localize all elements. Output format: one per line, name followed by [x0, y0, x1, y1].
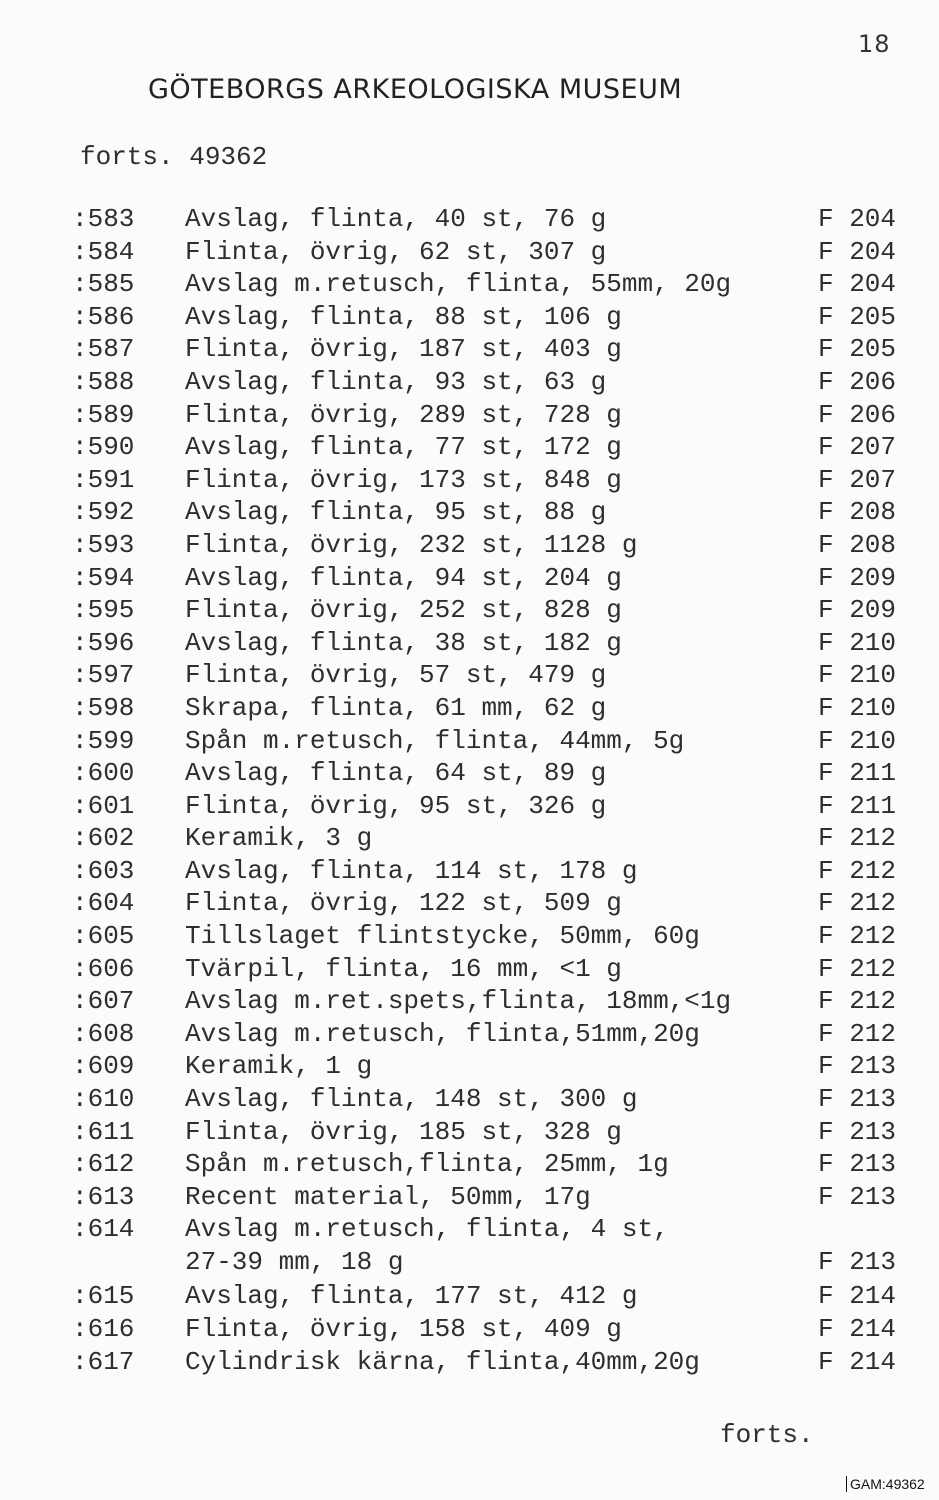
entry-number: :597	[72, 660, 135, 691]
catalog-entry-row	[0, 1084, 939, 1117]
entry-description: Keramik, 1 g	[185, 1051, 373, 1082]
entry-number: :599	[72, 725, 135, 756]
entry-description: Flinta, övrig, 62 st, 307 g	[185, 236, 607, 267]
entry-number: :612	[72, 1149, 135, 1180]
entry-box-reference: F 205	[818, 334, 897, 365]
entry-description: Flinta, övrig, 252 st, 828 g	[185, 595, 622, 626]
catalog-entry-row	[0, 497, 939, 530]
entry-description: Cylindrisk kärna, flinta,40mm,20g	[185, 1346, 700, 1377]
entry-description: Flinta, övrig, 158 st, 409 g	[185, 1314, 622, 1344]
entry-box-reference: F 204	[818, 236, 897, 267]
entry-box-reference: F 213	[818, 1084, 897, 1115]
catalog-entry-row	[0, 921, 939, 954]
entry-description: Flinta, övrig, 187 st, 403 g	[185, 334, 622, 365]
entry-number: :614	[72, 1214, 135, 1245]
entry-number: :603	[72, 855, 135, 886]
catalog-entry-row	[0, 1214, 939, 1281]
entry-description: Flinta, övrig, 232 st, 1128 g	[185, 529, 638, 560]
entry-description: Flinta, övrig, 95 st, 326 g	[185, 790, 607, 821]
catalog-entry-row	[0, 660, 939, 693]
entry-number: :595	[72, 595, 135, 626]
catalog-entry-row	[0, 823, 939, 856]
entry-number: :590	[72, 432, 135, 463]
catalog-entry-row	[0, 563, 939, 596]
entry-description: Avslag, flinta, 148 st, 300 g	[185, 1084, 638, 1115]
entry-number: :583	[72, 204, 135, 234]
entry-number: :592	[72, 497, 135, 528]
entry-box-reference: F 209	[818, 562, 897, 593]
entry-description: Avslag, flinta, 40 st, 76 g	[185, 204, 607, 234]
entry-box-reference: F 212	[818, 855, 897, 886]
entry-description: Recent material, 50mm, 17g	[185, 1181, 591, 1212]
entry-number: :602	[72, 823, 135, 854]
entry-box-reference: F 214	[818, 1346, 897, 1377]
catalog-entry-row	[0, 986, 939, 1019]
entry-box-reference: F 213	[818, 1247, 897, 1278]
entry-box-reference: F 210	[818, 627, 897, 658]
catalog-entry-row	[0, 530, 939, 563]
entry-number: :605	[72, 921, 135, 952]
entry-box-reference: F 206	[818, 399, 897, 430]
catalog-entry-row	[0, 1149, 939, 1182]
catalog-entry-row	[0, 302, 939, 335]
entry-description: Spån m.retusch,flinta, 25mm, 1g	[185, 1149, 669, 1180]
entry-description: Avslag m.retusch, flinta,51mm,20g	[185, 1018, 700, 1049]
entry-description: Avslag, flinta, 77 st, 172 g	[185, 432, 622, 463]
entry-description: Flinta, övrig, 289 st, 728 g	[185, 399, 622, 430]
entry-description: Avslag, flinta, 95 st, 88 g	[185, 497, 607, 528]
catalog-stamp: GAM:49362	[846, 1476, 925, 1492]
entry-number: :596	[72, 627, 135, 658]
entry-number: :607	[72, 986, 135, 1017]
catalog-entry-row	[0, 334, 939, 367]
entry-description: Avslag m.retusch, flinta, 55mm, 20g	[185, 269, 732, 300]
catalog-entry-row	[0, 726, 939, 759]
catalog-entry-row	[0, 1347, 939, 1380]
catalog-entry-row	[0, 628, 939, 661]
entry-description: Flinta, övrig, 185 st, 328 g	[185, 1116, 622, 1147]
entry-number: :591	[72, 464, 135, 495]
entry-box-reference: F 212	[818, 1018, 897, 1049]
catalog-entry-row	[0, 888, 939, 921]
entry-description: Avslag m.ret.spets,flinta, 18mm,<1g	[185, 986, 732, 1017]
entry-number: :615	[72, 1281, 135, 1312]
entry-box-reference: F 212	[818, 888, 897, 919]
entry-box-reference: F 208	[818, 529, 897, 560]
entry-number: :604	[72, 888, 135, 919]
entry-description: Avslag, flinta, 114 st, 178 g	[185, 855, 638, 886]
entry-number: :594	[72, 562, 135, 593]
entry-box-reference: F 204	[818, 269, 897, 300]
entry-description: Flinta, övrig, 173 st, 848 g	[185, 464, 622, 495]
page-number: 18	[858, 30, 891, 58]
catalog-entry-row	[0, 1117, 939, 1150]
catalog-entry-list	[0, 204, 939, 1379]
catalog-entry-row	[0, 432, 939, 465]
catalog-entry-row	[0, 1314, 939, 1347]
entry-description: Flinta, övrig, 57 st, 479 g	[185, 660, 607, 691]
catalog-entry-row	[0, 204, 939, 237]
entry-description: Spån m.retusch, flinta, 44mm, 5g	[185, 725, 685, 756]
catalog-entry-row	[0, 1182, 939, 1215]
entry-description: Avslag, flinta, 64 st, 89 g	[185, 758, 607, 789]
catalog-entry-row	[0, 758, 939, 791]
entry-number: :608	[72, 1018, 135, 1049]
entry-box-reference: F 206	[818, 366, 897, 397]
entry-box-reference: F 204	[818, 204, 897, 234]
entry-box-reference: F 212	[818, 986, 897, 1017]
entry-number: :593	[72, 529, 135, 560]
entry-number: :587	[72, 334, 135, 365]
entry-box-reference: F 213	[818, 1181, 897, 1212]
museum-header: GÖTEBORGS ARKEOLOGISKA MUSEUM	[148, 74, 683, 105]
entry-box-reference: F 209	[818, 595, 897, 626]
entry-description: Avslag, flinta, 177 st, 412 g	[185, 1281, 638, 1312]
entry-number: :598	[72, 692, 135, 723]
entry-box-reference: F 210	[818, 725, 897, 756]
entry-number: :606	[72, 953, 135, 984]
catalog-entry-row	[0, 856, 939, 889]
catalog-entry-row	[0, 954, 939, 987]
entry-box-reference: F 211	[818, 758, 897, 789]
entry-number: :586	[72, 301, 135, 332]
continued-from-label: forts. 49362	[80, 142, 268, 172]
entry-number: :609	[72, 1051, 135, 1082]
entry-description: Avslag, flinta, 94 st, 204 g	[185, 562, 622, 593]
catalog-entry-row	[0, 269, 939, 302]
continued-to-label: forts.	[720, 1420, 814, 1450]
catalog-entry-row	[0, 1051, 939, 1084]
entry-box-reference: F 212	[818, 953, 897, 984]
catalog-entry-row	[0, 1019, 939, 1052]
entry-description: Avslag, flinta, 93 st, 63 g	[185, 366, 607, 397]
entry-description: Keramik, 3 g	[185, 823, 373, 854]
catalog-entry-row	[0, 465, 939, 498]
entry-box-reference: F 207	[818, 464, 897, 495]
entry-box-reference: F 212	[818, 823, 897, 854]
entry-box-reference: F 212	[818, 921, 897, 952]
entry-number: :611	[72, 1116, 135, 1147]
entry-number: :601	[72, 790, 135, 821]
entry-description: Tvärpil, flinta, 16 mm, <1 g	[185, 953, 622, 984]
catalog-entry-row	[0, 400, 939, 433]
entry-box-reference: F 213	[818, 1051, 897, 1082]
entry-box-reference: F 213	[818, 1116, 897, 1147]
entry-box-reference: F 210	[818, 660, 897, 691]
catalog-entry-row	[0, 693, 939, 726]
entry-number: :617	[72, 1346, 135, 1377]
entry-box-reference: F 207	[818, 432, 897, 463]
catalog-entry-row	[0, 595, 939, 628]
catalog-entry-row	[0, 367, 939, 400]
catalog-entry-row	[0, 1281, 939, 1314]
entry-number: :613	[72, 1181, 135, 1212]
entry-box-reference: F 205	[818, 301, 897, 332]
entry-number: :600	[72, 758, 135, 789]
entry-description: Avslag, flinta, 88 st, 106 g	[185, 301, 622, 332]
entry-box-reference: F 208	[818, 497, 897, 528]
entry-box-reference: F 211	[818, 790, 897, 821]
entry-description: Avslag, flinta, 38 st, 182 g	[185, 627, 622, 658]
entry-box-reference: F 214	[818, 1281, 897, 1312]
entry-description: Tillslaget flintstycke, 50mm, 60g	[185, 921, 700, 952]
entry-description: Avslag m.retusch, flinta, 4 st,	[185, 1214, 669, 1245]
catalog-entry-row	[0, 237, 939, 270]
catalog-entry-row	[0, 791, 939, 824]
entry-description: Flinta, övrig, 122 st, 509 g	[185, 888, 622, 919]
entry-number: :589	[72, 399, 135, 430]
entry-box-reference: F 214	[818, 1314, 897, 1344]
entry-number: :610	[72, 1084, 135, 1115]
entry-description: Skrapa, flinta, 61 mm, 62 g	[185, 692, 607, 723]
entry-number: :584	[72, 236, 135, 267]
entry-number: :588	[72, 366, 135, 397]
entry-description-continued: 27-39 mm, 18 g	[185, 1247, 404, 1278]
entry-number: :585	[72, 269, 135, 300]
entry-number: :616	[72, 1314, 135, 1344]
entry-box-reference: F 210	[818, 692, 897, 723]
entry-box-reference: F 213	[818, 1149, 897, 1180]
